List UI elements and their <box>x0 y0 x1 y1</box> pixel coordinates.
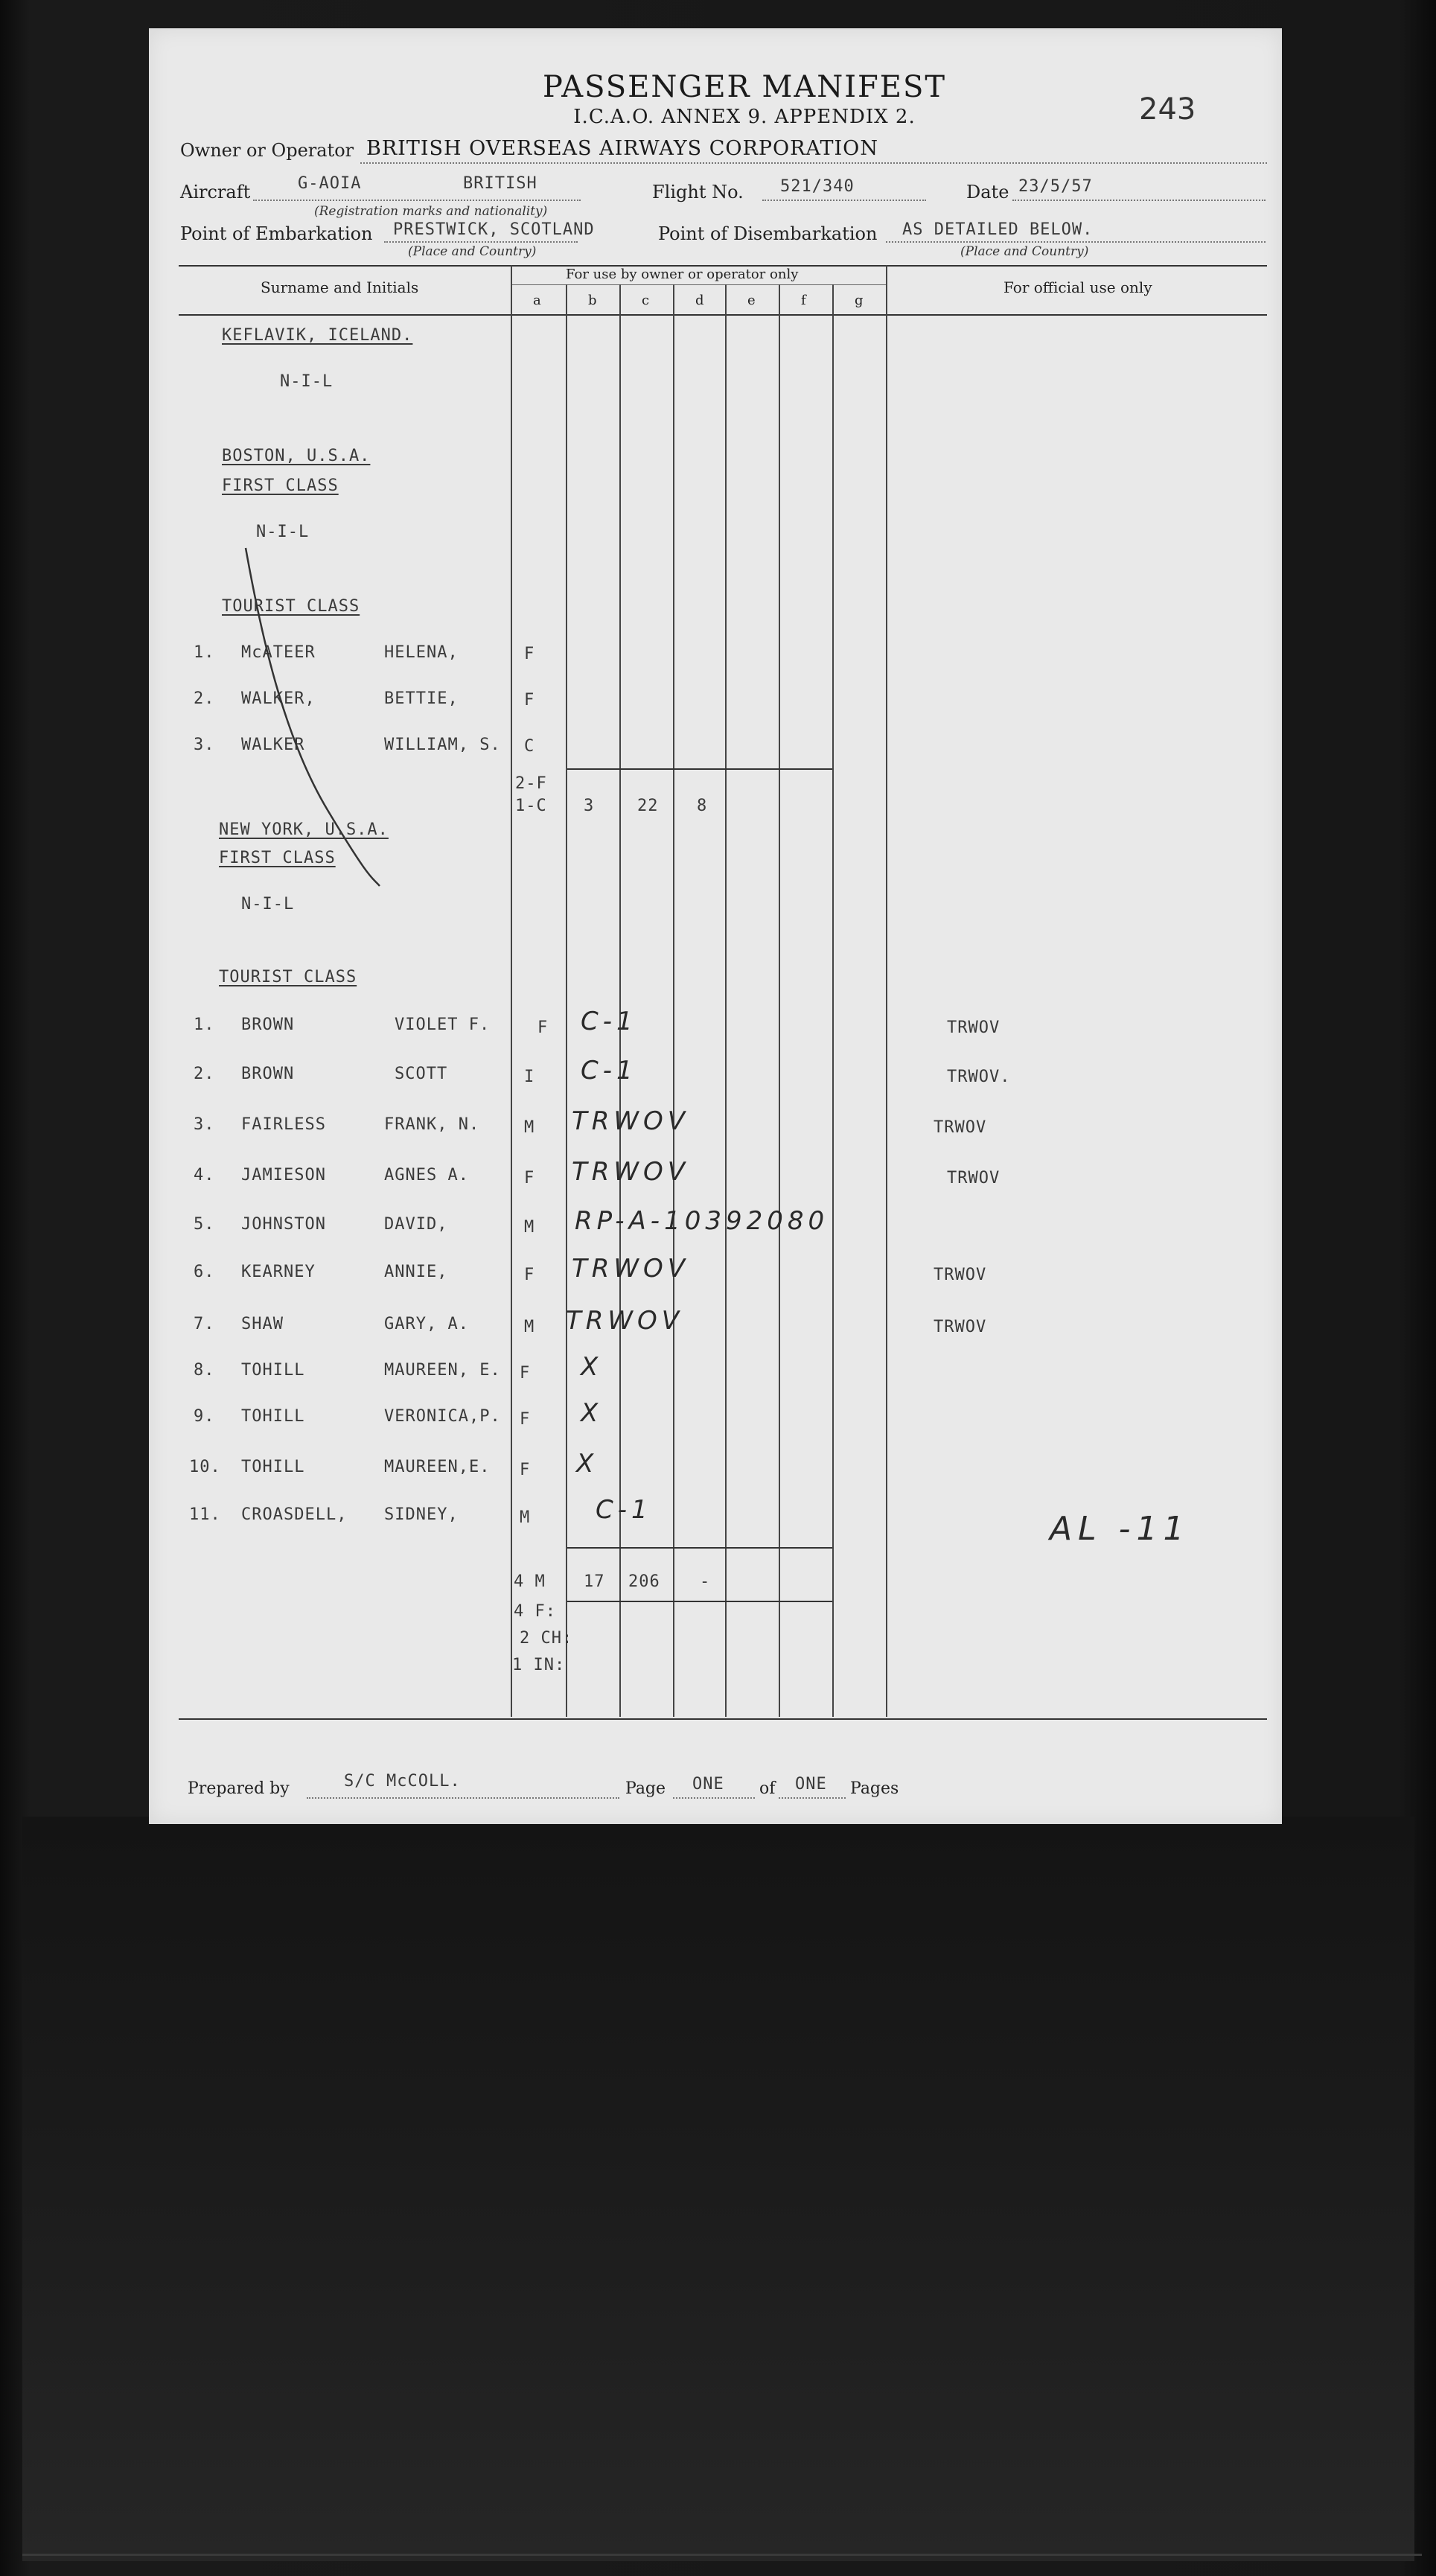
passenger-number: 6. <box>194 1263 215 1281</box>
boston-total-female: 2-F <box>515 774 547 793</box>
list-item <box>194 1007 1266 1048</box>
embark-dotted-line <box>384 241 578 243</box>
handwritten-annotation: C-1 <box>581 1007 637 1036</box>
handwritten-annotation: C-1 <box>581 1056 637 1085</box>
passenger-category: F <box>537 1018 549 1037</box>
official-mark: TRWOV <box>934 1318 987 1336</box>
newyork-nil: N-I-L <box>241 895 295 914</box>
passenger-forename: DAVID, <box>384 1215 448 1234</box>
passenger-forename: MAUREEN, E. <box>384 1361 501 1380</box>
official-mark: TRWOV <box>947 1169 1001 1187</box>
passenger-category: F <box>524 1169 535 1187</box>
embark-value: PRESTWICK, SCOTLAND <box>393 220 595 239</box>
pages-label: Pages <box>850 1779 899 1798</box>
passenger-surname: TOHILL <box>241 1458 305 1476</box>
official-mark: TRWOV <box>934 1118 987 1137</box>
aircraft-note: (Registration marks and nationality) <box>314 204 548 219</box>
col-header-d: d <box>695 293 704 308</box>
footer-rule <box>179 1718 1267 1720</box>
boston-total-b: 3 <box>584 797 595 815</box>
col-divider-official <box>886 265 887 1717</box>
prepared-by-label: Prepared by <box>188 1779 290 1798</box>
newyork-first-class: FIRST CLASS <box>219 849 336 867</box>
date-value: 23/5/57 <box>1018 177 1093 196</box>
newyork-total-c: 206 <box>628 1572 660 1591</box>
passenger-surname: BROWN <box>241 1016 295 1034</box>
list-item <box>194 1352 1266 1394</box>
passenger-forename: HELENA, <box>384 643 459 662</box>
boston-total-c: 22 <box>637 797 659 815</box>
handwritten-annotation: TRWOV <box>572 1106 690 1136</box>
passenger-surname: CROASDELL, <box>241 1505 348 1524</box>
passenger-surname: TOHILL <box>241 1407 305 1426</box>
newyork-subtotal-rule-top <box>567 1547 832 1549</box>
document-subtitle: I.C.A.O. ANNEX 9. APPENDIX 2. <box>573 106 916 128</box>
passenger-forename: SIDNEY, <box>384 1505 459 1524</box>
list-item <box>194 1398 1266 1440</box>
document-title: PASSENGER MANIFEST <box>542 70 947 104</box>
newyork-tourist-class: TOURIST CLASS <box>219 968 357 986</box>
date-label: Date <box>966 182 1009 203</box>
col-header-a: a <box>533 293 541 308</box>
keflavik-nil: N-I-L <box>280 372 334 391</box>
col-header-c: c <box>642 293 650 308</box>
table-header-rule <box>179 314 1267 316</box>
scan-lower-area <box>22 1817 1414 2561</box>
passenger-number: 3. <box>194 736 215 754</box>
disembark-label: Point of Disembarkation <box>658 223 878 244</box>
official-mark: TRWOV. <box>947 1068 1011 1086</box>
col-divider-f <box>779 284 780 1717</box>
passenger-category: F <box>520 1461 531 1479</box>
newyork-total-d: - <box>700 1572 711 1591</box>
flight-label: Flight No. <box>652 182 744 203</box>
of-value: ONE <box>795 1775 827 1794</box>
passenger-category: M <box>524 1118 535 1137</box>
page-label: Page <box>625 1779 666 1798</box>
page-stamp: 243 <box>1139 92 1196 127</box>
passenger-surname: JAMIESON <box>241 1166 326 1185</box>
list-item <box>194 1306 1266 1348</box>
handwritten-annotation: TRWOV <box>566 1306 684 1336</box>
passenger-surname: TOHILL <box>241 1361 305 1380</box>
passenger-category: F <box>524 645 535 663</box>
passenger-surname: FAIRLESS <box>241 1115 326 1134</box>
handwritten-annotation: RP-A-10392080 <box>575 1206 829 1236</box>
boston-tourist-class: TOURIST CLASS <box>222 597 360 616</box>
passenger-number: 2. <box>194 1065 215 1083</box>
official-header: For official use only <box>1003 278 1152 296</box>
handwritten-annotation: TRWOV <box>572 1254 690 1284</box>
boston-total-child: 1-C <box>515 797 547 815</box>
disembark-dotted-line <box>886 241 1266 243</box>
boston-total-d: 8 <box>697 797 708 815</box>
col-header-g: g <box>855 293 864 308</box>
owner-dotted-line <box>360 162 1267 164</box>
col-header-b: b <box>588 293 597 308</box>
passenger-category: M <box>524 1218 535 1237</box>
newyork-total-female: 4 F: <box>514 1602 556 1621</box>
passenger-surname: JOHNSTON <box>241 1215 326 1234</box>
handwritten-annotation: X <box>581 1398 603 1428</box>
newyork-total-child: 2 CH: <box>520 1629 573 1648</box>
col-header-f: f <box>801 293 806 308</box>
passenger-number: 1. <box>194 1016 215 1034</box>
passenger-surname: WALKER <box>241 736 305 754</box>
scan-edge-line <box>22 2554 1422 2556</box>
passenger-number: 10. <box>189 1458 221 1476</box>
passenger-surname: WALKER, <box>241 689 316 708</box>
passenger-number: 8. <box>194 1361 215 1380</box>
flight-value: 521/340 <box>780 177 855 196</box>
passenger-category: M <box>520 1508 531 1527</box>
passenger-category: I <box>524 1068 535 1086</box>
passenger-forename: ANNIE, <box>384 1263 448 1281</box>
newyork-total-b: 17 <box>584 1572 605 1591</box>
prepared-by-value: S/C McCOLL. <box>344 1772 461 1791</box>
owner-use-subrule <box>512 284 887 285</box>
passenger-number: 2. <box>194 689 215 708</box>
official-mark: TRWOV <box>947 1018 1001 1037</box>
col-divider-a <box>511 265 512 1717</box>
embark-label: Point of Embarkation <box>180 223 373 244</box>
list-item <box>194 1206 1266 1248</box>
passenger-forename: MAUREEN,E. <box>384 1458 491 1476</box>
aircraft-reg: G-AOIA <box>298 174 362 193</box>
passenger-number: 11. <box>189 1505 221 1524</box>
passenger-forename: FRANK, N. <box>384 1115 480 1134</box>
section-boston: BOSTON, U.S.A. <box>222 447 371 465</box>
handwritten-annotation: TRWOV <box>572 1157 690 1187</box>
boston-first-class: FIRST CLASS <box>222 476 339 495</box>
disembark-note: (Place and Country) <box>960 244 1089 259</box>
handwritten-annotation: X <box>581 1352 603 1382</box>
passenger-forename: SCOTT <box>395 1065 448 1083</box>
col-header-e: e <box>747 293 756 308</box>
passenger-category: F <box>524 691 535 710</box>
passenger-number: 5. <box>194 1215 215 1234</box>
surname-header: Surname and Initials <box>261 278 419 296</box>
passenger-category: C <box>524 737 535 756</box>
prepared-dotted-line <box>307 1797 619 1799</box>
passenger-forename: VERONICA,P. <box>384 1407 501 1426</box>
official-mark: TRWOV <box>934 1266 987 1284</box>
section-keflavik: KEFLAVIK, ICELAND. <box>222 326 413 345</box>
embark-note: (Place and Country) <box>408 244 537 259</box>
passenger-number: 4. <box>194 1166 215 1185</box>
col-divider-e <box>725 284 727 1717</box>
col-divider-b <box>566 284 567 1717</box>
passenger-surname: KEARNEY <box>241 1263 316 1281</box>
disembark-value: AS DETAILED BELOW. <box>902 220 1094 239</box>
passenger-number: 9. <box>194 1407 215 1426</box>
handwritten-annotation: C-1 <box>596 1495 652 1525</box>
list-item <box>194 1056 1266 1097</box>
owner-value: BRITISH OVERSEAS AIRWAYS CORPORATION <box>366 137 878 160</box>
passenger-forename: WILLIAM, S. <box>384 736 501 754</box>
list-item <box>194 1157 1266 1199</box>
passenger-surname: McATEER <box>241 643 316 662</box>
passenger-number: 3. <box>194 1115 215 1134</box>
page-dotted-line <box>673 1797 755 1799</box>
passenger-number: 1. <box>194 643 215 662</box>
aircraft-label: Aircraft <box>180 182 251 203</box>
passenger-forename: BETTIE, <box>384 689 459 708</box>
of-dotted-line <box>779 1797 846 1799</box>
aircraft-nationality: BRITISH <box>463 174 537 193</box>
passenger-number: 7. <box>194 1315 215 1333</box>
owner-label: Owner or Operator <box>180 140 354 161</box>
passenger-category: F <box>520 1410 531 1429</box>
passenger-surname: BROWN <box>241 1065 295 1083</box>
newyork-total-infant: 1 IN: <box>512 1656 566 1674</box>
flight-dotted-line <box>762 200 926 201</box>
passenger-category: F <box>520 1364 531 1383</box>
passenger-category: M <box>524 1318 535 1336</box>
list-item <box>194 1106 1266 1148</box>
list-item <box>194 1254 1266 1295</box>
strike-through-mark <box>238 542 387 892</box>
boston-subtotal-rule <box>567 768 832 770</box>
passenger-forename: VIOLET F. <box>395 1016 491 1034</box>
list-item <box>189 1449 1261 1491</box>
of-label: of <box>759 1779 776 1798</box>
passenger-forename: AGNES A. <box>384 1166 469 1185</box>
section-newyork: NEW YORK, U.S.A. <box>219 820 389 839</box>
newyork-total-male: 4 M <box>514 1572 546 1591</box>
passenger-category: F <box>524 1266 535 1284</box>
handwritten-annotation: X <box>576 1449 599 1479</box>
official-handwritten-note: AL -11 <box>1050 1510 1190 1548</box>
passenger-forename: GARY, A. <box>384 1315 469 1333</box>
col-divider-d <box>673 284 674 1717</box>
aircraft-dotted-line <box>253 200 581 201</box>
passenger-surname: SHAW <box>241 1315 284 1333</box>
owner-use-header: For use by owner or operator only <box>566 267 799 282</box>
date-dotted-line <box>1012 200 1266 201</box>
manifest-document <box>149 28 1282 1824</box>
boston-nil: N-I-L <box>256 523 310 541</box>
newyork-subtotal-rule-bottom <box>567 1601 832 1602</box>
col-divider-g <box>832 284 834 1717</box>
page-value: ONE <box>692 1775 724 1794</box>
